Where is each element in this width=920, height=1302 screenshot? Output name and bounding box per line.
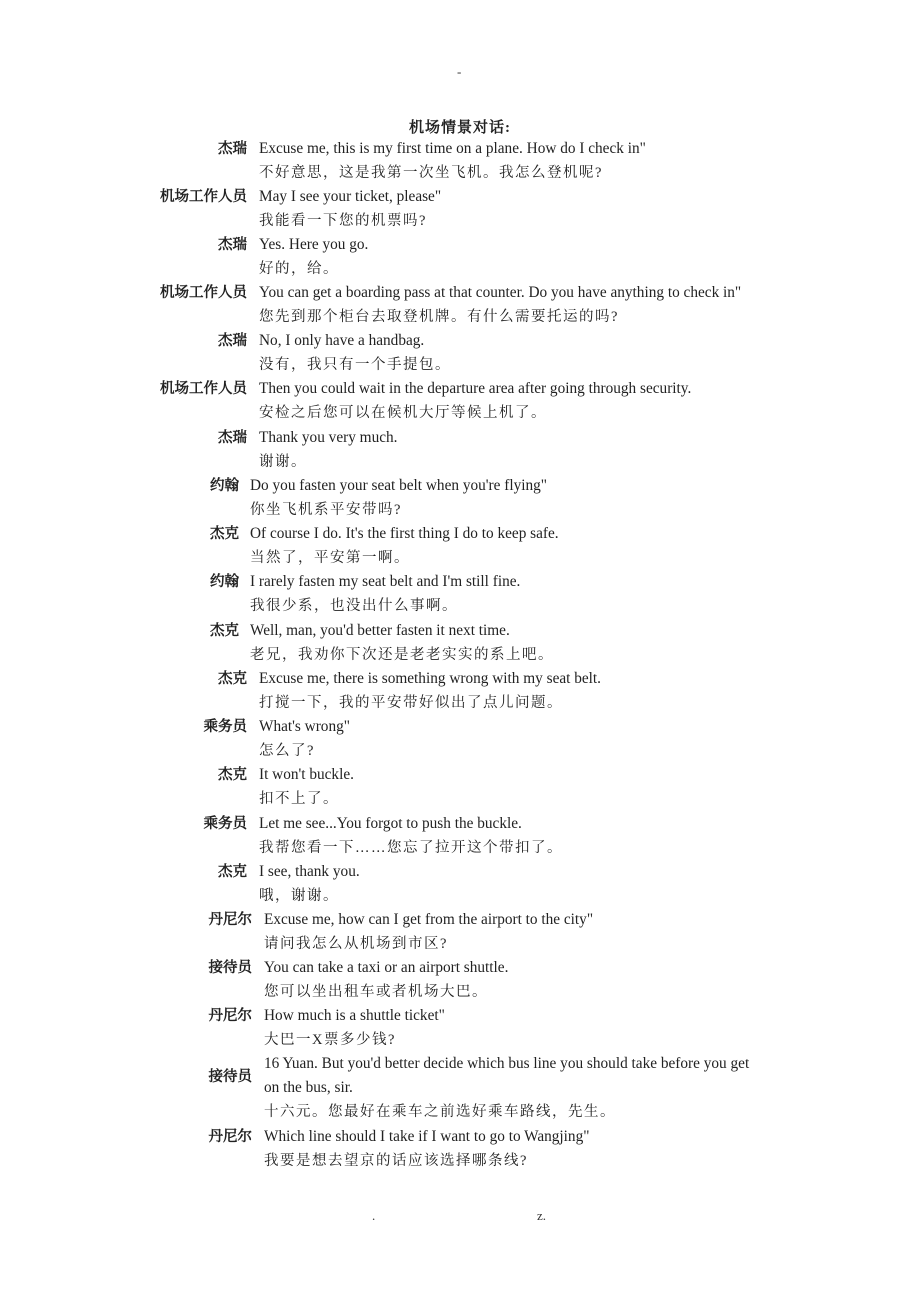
english-line: Then you could wait in the departure area after going through security. [259,380,692,397]
english-line-continued: on the bus, sir. [264,1079,353,1096]
chinese-line: 我帮您看一下……您忘了拉开这个带扣了。 [259,840,563,856]
footer-right-mark: z. [537,1208,547,1223]
speaker: 接待员 [208,1069,252,1085]
chinese-line: 安检之后您可以在候机大厅等候上机了。 [259,405,547,421]
chinese-line: 谢谢。 [259,454,307,470]
speaker: 杰瑞 [218,141,247,157]
chinese-line: 十六元。您最好在乘车之前选好乘车路线，先生。 [264,1104,616,1120]
speaker: 杰克 [210,526,239,542]
english-line: Excuse me, how can I get from the airport to the city" [264,911,594,928]
chinese-line: 你坐飞机系平安带吗? [250,502,402,518]
chinese-line: 您可以坐出租车或者机场大巴。 [264,984,488,1000]
english-line: Excuse me, this is my first time on a plane. How do I check in" [259,140,646,157]
chinese-line: 扣不上了。 [259,791,339,807]
english-line: Thank you very much. [259,429,398,446]
english-line: May I see your ticket, please" [259,188,442,205]
english-line: Of course I do. It's the first thing I do to keep safe. [250,525,559,542]
speaker: 丹尼尔 [208,1008,252,1024]
english-line: It won't buckle. [259,766,354,783]
chinese-line: 没有，我只有一个手提包。 [259,357,451,373]
english-line: Which line should I take if I want to go to Wangjing" [264,1128,590,1145]
chinese-line: 大巴一X票多少钱? [264,1032,396,1048]
english-line: I rarely fasten my seat belt and I'm still fine. [250,573,521,590]
speaker: 机场工作人员 [160,285,247,301]
chinese-line: 我能看一下您的机票吗? [259,213,427,229]
speaker: 杰克 [218,671,247,687]
english-line: You can get a boarding pass at that counter. Do you have anything to check in" [259,284,742,301]
chinese-line: 老兄，我劝你下次还是老老实实的系上吧。 [250,647,554,663]
speaker: 乘务员 [203,816,247,832]
speaker: 乘务员 [203,719,247,735]
chinese-line: 打搅一下，我的平安带好似出了点儿问题。 [259,695,563,711]
english-line: What's wrong" [259,718,350,735]
speaker: 接待员 [208,960,252,976]
speaker: 杰克 [210,623,239,639]
header-mark: - [457,64,462,79]
chinese-line: 您先到那个柜台去取登机牌。有什么需要托运的吗? [259,309,619,325]
english-line: Excuse me, there is something wrong with my seat belt. [259,670,601,687]
speaker: 丹尼尔 [208,912,252,928]
english-line: Well, man, you'd better fasten it next time. [250,622,510,639]
speaker: 杰瑞 [218,333,247,349]
speaker: 杰克 [218,767,247,783]
speaker: 杰克 [218,864,247,880]
english-line: How much is a shuttle ticket" [264,1007,445,1024]
english-line: 16 Yuan. But you'd better decide which bus line you should take before you get [264,1055,750,1072]
speaker: 杰瑞 [218,430,247,446]
speaker: 约翰 [210,478,239,494]
footer-left-mark: . [372,1208,376,1223]
chinese-line: 我很少系，也没出什么事啊。 [250,598,458,614]
english-line: I see, thank you. [259,863,360,880]
chinese-line: 请问我怎么从机场到市区? [264,936,448,952]
chinese-line: 哦，谢谢。 [259,888,339,904]
chinese-line: 不好意思，这是我第一次坐飞机。我怎么登机呢? [259,165,603,181]
english-line: Yes. Here you go. [259,236,369,253]
english-line: Do you fasten your seat belt when you're flying" [250,477,548,494]
english-line: No, I only have a handbag. [259,332,425,349]
speaker: 杰瑞 [218,237,247,253]
chinese-line: 怎么了? [259,743,315,759]
speaker: 丹尼尔 [208,1129,252,1145]
speaker: 机场工作人员 [160,189,247,205]
english-line: Let me see...You forgot to push the buckle. [259,815,522,832]
speaker: 约翰 [210,574,239,590]
chinese-line: 好的，给。 [259,261,339,277]
chinese-line: 当然了，平安第一啊。 [250,550,410,566]
speaker: 机场工作人员 [160,381,247,397]
chinese-line: 我要是想去望京的话应该选择哪条线? [264,1153,528,1169]
english-line: You can take a taxi or an airport shuttle. [264,959,509,976]
page-title: 机场情景对话: [409,120,511,136]
